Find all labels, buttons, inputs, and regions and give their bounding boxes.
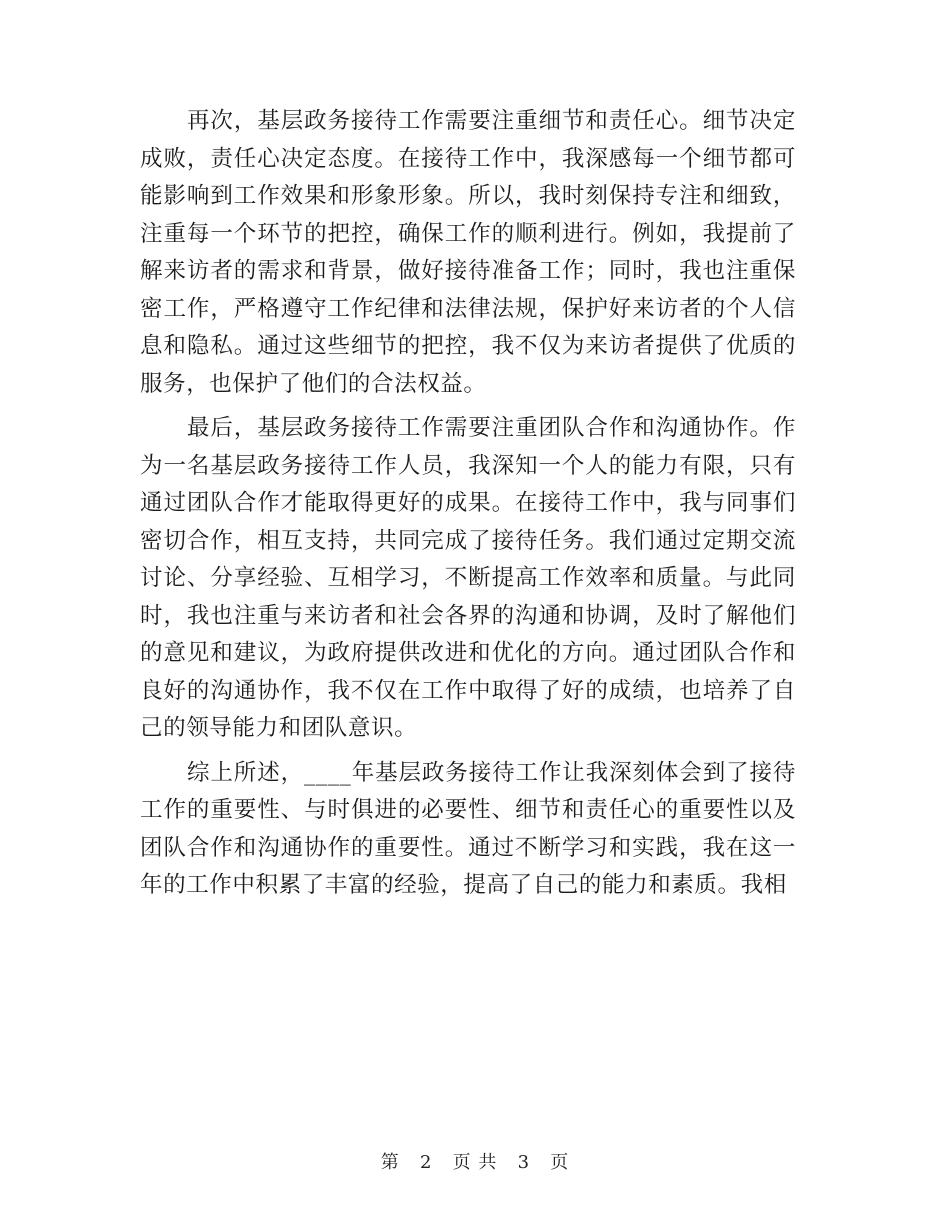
footer-middle: 页 共 <box>452 1152 498 1173</box>
footer-suffix: 页 <box>550 1152 570 1173</box>
paragraph-details-responsibility: 再次，基层政务接待工作需要注重细节和责任心。细节决定成败，责任心决定态度。在接待工作中，我深感每一个细节都可能影响到工作效果和形象形象。所以，我时刻保持专注和细致，注重每一个环节的把控，确保工作的顺利进行。例如，我提前了解来访者的需求和背景，做好接待准备工作；同时，我也注重保密工作，严格遵守工作纪律和法律法规，保护好来访者的个人信息和隐私。通过这些细节的把控，我不仅为来访者提供了优质的服务，也保护了他们的合法权益。 <box>140 108 796 397</box>
footer-total-pages: 3 <box>517 1152 531 1173</box>
footer-page-number: 2 <box>419 1152 433 1173</box>
paragraph-teamwork-communication: 最后，基层政务接待工作需要注重团队合作和沟通协作。作为一名基层政务接待工作人员，我深知一个人的能力有限，只有通过团队合作才能取得更好的成果。在接待工作中，我与同事们密切合作，相互支持，共同完成了接待任务。我们通过定期交流讨论、分享经验、互相学习，不断提高工作效率和质量。与此同时，我也注重与来访者和社会各界的沟通和协调，及时了解他们的意见和建议，为政府提供改进和优化的方向。通过团队合作和良好的沟通协作，我不仅在工作中取得了好的成绩，也培养了自己的领导能力和团队意识。 <box>140 415 796 741</box>
document-body <box>140 103 796 912</box>
paragraph-summary: 综上所述，____年基层政务接待工作让我深刻体会到了接待工作的重要性、与时俱进的必要性、细节和责任心的重要性以及团队合作和沟通协作的重要性。通过不断学习和实践，我在这一年的工作中积累了丰富的经验，提高了自己的能力和素质。我相 <box>140 759 796 898</box>
footer-prefix: 第 <box>380 1152 400 1173</box>
page-footer <box>0 1148 950 1174</box>
